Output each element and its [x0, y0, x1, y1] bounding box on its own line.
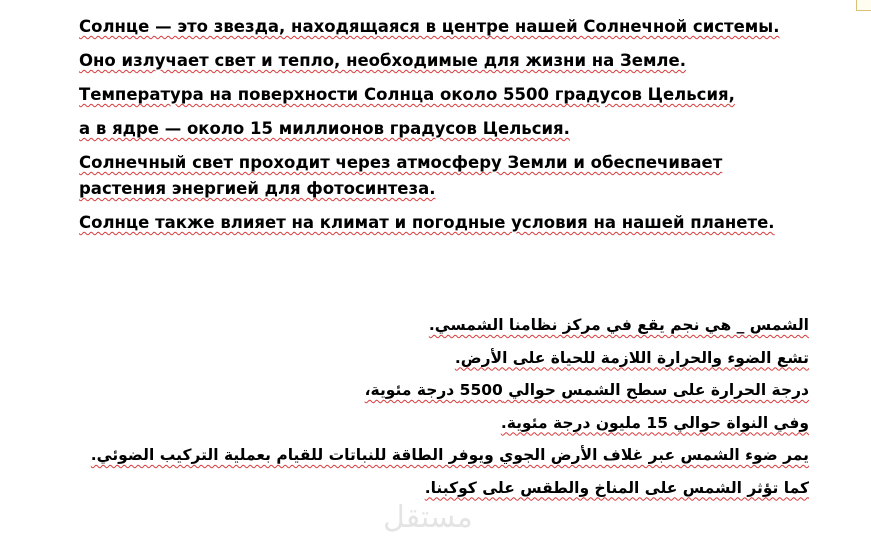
arabic-line-6: كما تؤثر الشمس على المناخ والطقس على كوكبنا. [424, 478, 809, 497]
russian-line-1: Солнце — это звезда, находящаяся в центре нашей Солнечной системы. [79, 17, 780, 36]
russian-text-block [79, 14, 839, 236]
arabic-line-5: يمر ضوء الشمس عبر غلاف الأرض الجوي ويوفر الطاقة للنباتات للقيام بعملية التركيب الضوئي. [90, 446, 809, 464]
arabic-line-4: وفي النواة حوالي 15 مليون درجة مئوية. [500, 413, 809, 432]
russian-line-4: а в ядре — около 15 миллионов градусов Цельсия. [79, 119, 570, 138]
window-corner-marker [856, 0, 871, 11]
russian-line-5: Солнечный свет проходит через атмосферу Земли и обеспечивает [79, 153, 723, 172]
russian-line-7: Солнце также влияет на климат и погодные условия на нашей планете. [79, 213, 775, 232]
russian-line-3: Температура на поверхности Солнца около 5500 градусов Цельсия, [79, 85, 735, 104]
arabic-line-1: الشمس _ هي نجم يقع في مركز نظامنا الشمسي. [428, 316, 809, 334]
arabic-line-2: تشع الضوء والحرارة اللازمة للحياة على الأرض. [454, 348, 809, 367]
arabic-text-block [49, 312, 809, 507]
russian-line-2: Оно излучает свет и тепло, необходимые для жизни на Земле. [79, 51, 686, 70]
watermark-logo: مستقل [383, 500, 473, 535]
arabic-line-3: درجة الحرارة على سطح الشمس حوالي 5500 درجة مئوية، [364, 381, 809, 399]
russian-line-6: растения энергией для фотосинтеза. [79, 179, 436, 198]
